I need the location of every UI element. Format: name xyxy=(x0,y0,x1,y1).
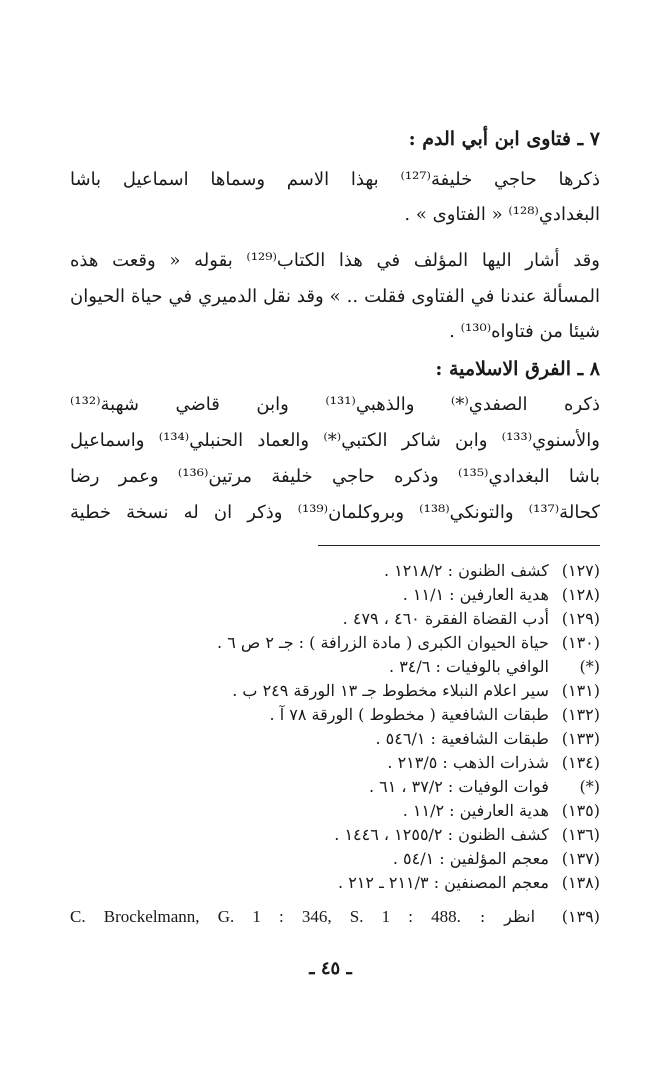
footnote: (١٣١) سير اعلام النبلاء مخطوط جـ ١٣ الورقة ٢٤٩ ب . xyxy=(232,681,600,700)
text-line: والأسنوي⁽¹³³⁾ وابن شاكر الكتبي⁽*⁾ والعماد الحنبلي⁽¹³⁴⁾ واسماعيل xyxy=(70,430,600,451)
text-line: ذكره الصفدي⁽*⁾ والذهبي⁽¹³¹⁾ وابن قاضي شهبة⁽¹³²⁾ xyxy=(70,394,600,415)
footnote: (١٣٢) طبقات الشافعية ( مخطوط ) الورقة ٧٨ آ . xyxy=(269,705,600,724)
footnote: (١٢٩) أدب القضاة الفقرة ٤٦٠ ، ٤٧٩ . xyxy=(342,609,600,628)
footnote: (١٣٥) هدية العارفين : ١١/٢ . xyxy=(402,801,600,820)
footnote: (١٣٧) معجم المؤلفين : ٥٤/١ . xyxy=(392,849,600,868)
section-heading-8: ٨ ـ الفرق الاسلامية : xyxy=(435,358,600,380)
footnote: (١٣٨) معجم المصنفين : ٢١١/٣ ـ ٢١٢ . xyxy=(338,873,600,892)
footnote: (١٣٤) شذرات الذهب : ٢١٣/٥ . xyxy=(387,753,600,772)
footnote: (١٣٩) انظر : C. Brockelmann, G. 1 : 346, S. 1 : 488. xyxy=(70,907,601,926)
footnote: (١٢٧) كشف الظنون : ١٢١٨/٢ . xyxy=(383,561,600,580)
text-line: البغدادي⁽¹²⁸⁾ « الفتاوى » . xyxy=(404,204,600,225)
text-line: شيئا من فتاواه⁽¹³⁰⁾ . xyxy=(449,321,600,342)
text-line: ذكرها حاجي خليفة⁽¹²⁷⁾ بهذا الاسم وسماها اسماعيل باشا xyxy=(70,169,601,190)
footnote: (*) الوافي بالوفيات : ٣٤/٦ . xyxy=(389,657,600,676)
footnote: (*) فوات الوفيات : ٣٧/٢ ، ٦١ . xyxy=(368,777,600,796)
footnote: (١٣٣) طبقات الشافعية : ٥٤٦/١ . xyxy=(375,729,600,748)
page-number: ـ ٤٥ ـ xyxy=(309,958,352,979)
footnote: (١٣٠) حياة الحيوان الكبرى ( مادة الزرافة ) : جـ ٢ ص ٦ . xyxy=(217,633,600,652)
footnote: (١٣٦) كشف الظنون : ١٢٥٥/٢ ، ١٤٤٦ . xyxy=(334,825,600,844)
footnote: (١٢٨) هدية العارفين : ١١/١ . xyxy=(402,585,600,604)
text-line: المسألة عندنا في الفتاوى فقلت .. » وقد نقل الدميري في حياة الحيوان xyxy=(70,286,600,307)
section-heading-7: ٧ ـ فتاوى ابن أبي الدم : xyxy=(408,128,600,150)
latin-citation: C. Brockelmann, G. 1 : 346, S. 1 : 488. xyxy=(70,907,461,926)
footnote-separator xyxy=(318,545,600,546)
text-line: باشا البغدادي⁽¹³⁵⁾ وذكره حاجي خليفة مرتين⁽¹³⁶⁾ وعمر رضا xyxy=(70,466,600,487)
text-line: وقد أشار اليها المؤلف في هذا الكتاب⁽¹²⁹⁾ بقوله « وقعت هذه xyxy=(70,250,600,271)
text-line: كحالة⁽¹³⁷⁾ والتونكي⁽¹³⁸⁾ وبروكلمان⁽¹³⁹⁾ وذكر ان له نسخة خطية xyxy=(70,502,600,523)
